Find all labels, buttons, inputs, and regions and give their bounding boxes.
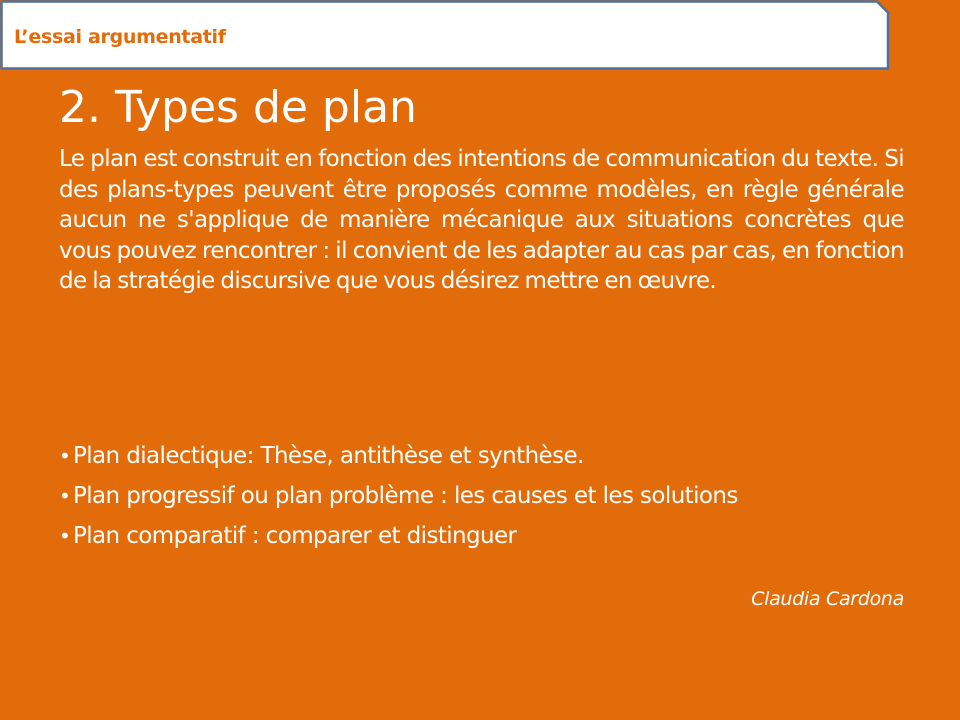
bullet-text: Plan comparatif : comparer et distinguer — [73, 523, 517, 549]
bullet-item — [59, 476, 919, 516]
bullet-text: Plan dialectique: Thèse, antithèse et synthèse. — [73, 443, 584, 469]
bullet-item — [59, 436, 919, 476]
bullet-list — [59, 436, 919, 556]
author-signature: Claudia Cardona — [751, 588, 904, 610]
bullet-text: Plan progressif ou plan problème : les causes et les solutions — [73, 483, 738, 509]
header-banner — [0, 0, 888, 70]
slide-title: 2. Types de plan — [59, 82, 417, 133]
bullet-dot-icon: • — [59, 484, 71, 508]
bullet-dot-icon: • — [59, 524, 71, 548]
bullet-item — [59, 516, 919, 556]
header-label: L’essai argumentatif — [14, 26, 226, 48]
body-paragraph: Le plan est construit en fonction des intentions de communication du texte. Si des plans-types peuvent être proposés comme modèles, en règle générale aucun ne s'applique de manière mécanique aux situations concrètes que vous pouvez rencontrer : il convient de les adapter au cas par cas, en fonction de la stratégie discursive que vous désirez mettre en œuvre. — [59, 146, 904, 294]
bullet-dot-icon: • — [59, 444, 71, 468]
